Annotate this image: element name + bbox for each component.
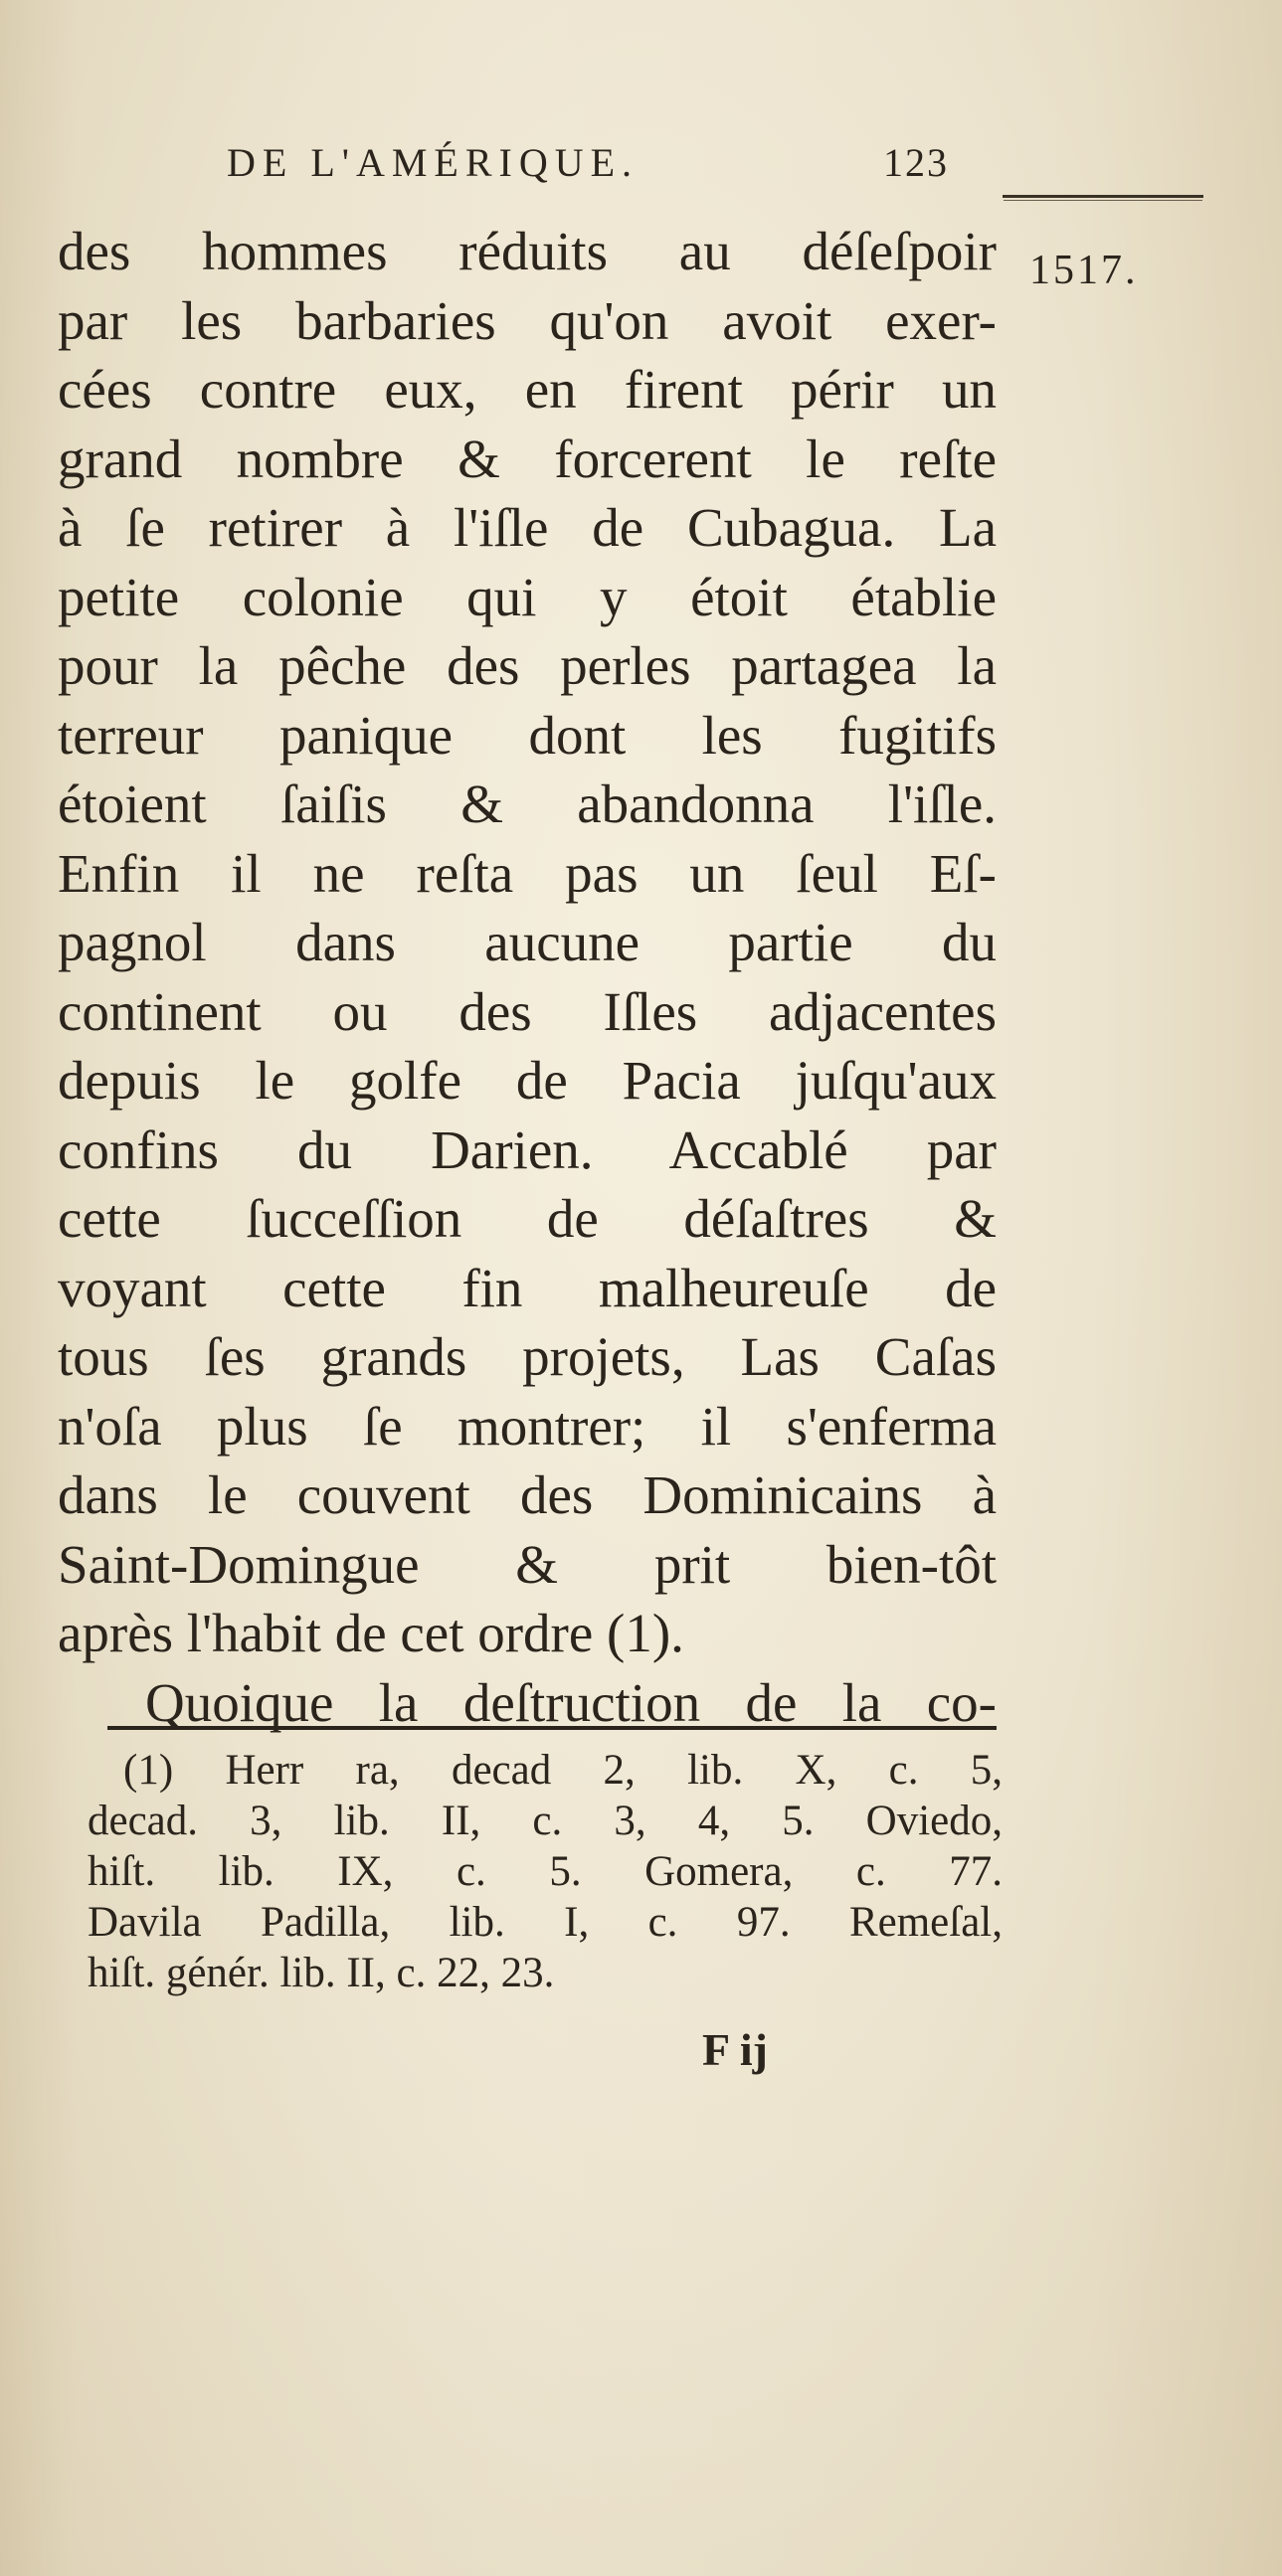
text-line: Quoique la deſtruction de la co- bbox=[145, 1671, 997, 1733]
footnote-line: (1) Herr ra, decad 2, lib. X, c. 5, bbox=[123, 1747, 1003, 1794]
text-line: petite colonie qui y étoit établie bbox=[58, 566, 997, 627]
text-line: dans le couvent des Dominicains à bbox=[58, 1464, 997, 1525]
text-line: après l'habit de cet ordre (1). bbox=[58, 1603, 684, 1663]
text-line: pagnol dans aucune partie du bbox=[58, 912, 997, 972]
text-line: étoient ſaiſis & abandonna l'iſle. bbox=[58, 773, 997, 834]
text-line: cette ſucceſſion de déſaſtres & bbox=[58, 1188, 997, 1249]
text-line: cées contre eux, en firent périr un bbox=[58, 359, 997, 420]
text-line: à ſe retirer à l'iſle de Cubagua. La bbox=[58, 497, 997, 558]
page-number: 123 bbox=[883, 140, 949, 185]
text-line: grand nombre & forcerent le reſte bbox=[58, 428, 997, 489]
text-line: depuis le golfe de Pacia juſqu'aux bbox=[58, 1050, 997, 1111]
footnotes bbox=[88, 1745, 1003, 1998]
text-line: pour la pêche des perles partagea la bbox=[58, 635, 997, 696]
footnote-line: hiſt. génér. lib. II, c. 22, 23. bbox=[88, 1950, 555, 1996]
running-title: DE L'AMÉRIQUE. bbox=[227, 140, 640, 185]
main-text bbox=[58, 217, 997, 1737]
header-rule bbox=[1003, 195, 1203, 198]
text-line: n'oſa plus ſe montrer; il s'enferma bbox=[58, 1395, 997, 1457]
text-line: voyant cette fin malheureuſe de bbox=[58, 1257, 997, 1318]
footnote-line: hiſt. lib. IX, c. 5. Gomera, c. 77. bbox=[88, 1848, 1003, 1895]
signature-mark: F ij bbox=[702, 2024, 768, 2075]
text-line: des hommes réduits au déſeſpoir bbox=[58, 221, 997, 281]
text-line: tous ſes grands projets, Las Caſas bbox=[58, 1326, 997, 1387]
text-line: terreur panique dont les fugitifs bbox=[58, 704, 997, 766]
text-line: Saint-Domingue & prit bien-tôt bbox=[58, 1533, 997, 1595]
footnote-rule bbox=[107, 1726, 997, 1730]
text-line: par les barbaries qu'on avoit exer- bbox=[58, 289, 997, 351]
text-line: continent ou des Iſles adjacentes bbox=[58, 980, 997, 1042]
text-line: Enfin il ne reſta pas un ſeul Eſ- bbox=[58, 842, 997, 904]
running-header bbox=[227, 139, 983, 186]
footnote-line: Davila Padilla, lib. I, c. 97. Remeſal, bbox=[88, 1899, 1003, 1946]
margin-year-note: 1517. bbox=[1029, 248, 1139, 293]
text-line: confins du Darien. Accablé par bbox=[58, 1118, 997, 1180]
footnote-line: decad. 3, lib. II, c. 3, 4, 5. Oviedo, bbox=[88, 1798, 1003, 1844]
